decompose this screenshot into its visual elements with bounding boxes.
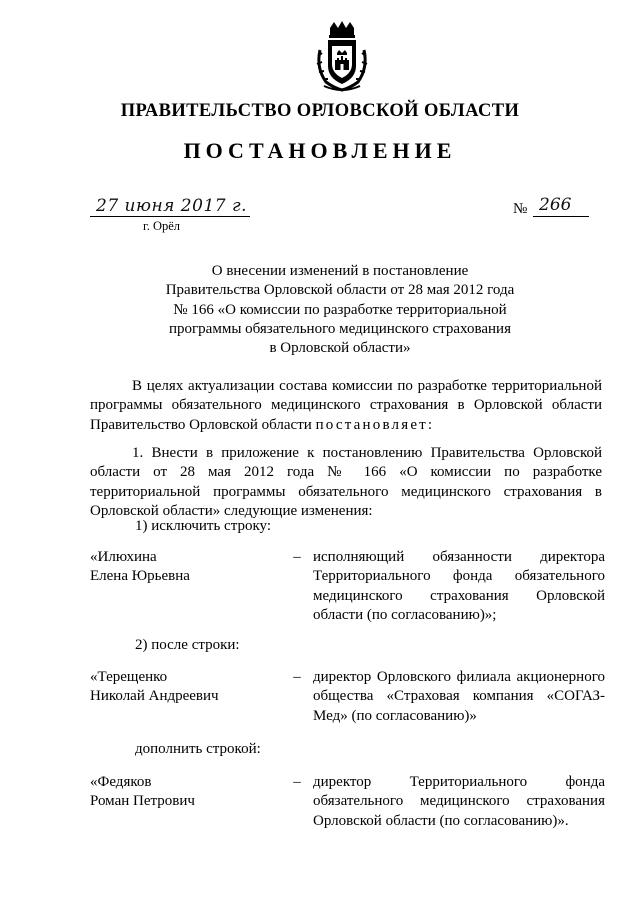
step-1-label: 1) исключить строку: — [135, 518, 271, 534]
dash-separator: – — [293, 774, 301, 790]
document-type-title: ПОСТАНОВЛЕНИЕ — [183, 138, 457, 163]
subject-line: программы обязательного медицинского страхования — [169, 320, 511, 337]
step-3-label: дополнить строкой: — [135, 741, 261, 757]
member-position: директор Орловского филиала акционерного общества «Страховая компания «СОГАЗ-Мед» (по согласованию)» — [313, 669, 605, 724]
item-1-paragraph: 1. Внести в приложение к постановлению Правительства Орловской области от 28 мая 2012 года № 166 «О комиссии по разработке территориальной программы обязательного медицинского страхования в Орловской области» следующие изменения: — [90, 445, 602, 519]
member-name — [90, 773, 280, 812]
subject-line: в Орловской области» — [269, 340, 411, 357]
preamble-action: постановляет: — [315, 416, 435, 433]
document-city: г. Орёл — [143, 219, 181, 233]
dash-separator: – — [293, 669, 301, 685]
member-position: исполняющий обязанности директора Территориального фонда обязательного медицинского страхования Орловской области (по согласованию)»; — [313, 549, 605, 623]
document-subject — [120, 262, 560, 358]
number-underline — [533, 216, 589, 217]
subject-line: Правительства Орловской области от 28 мая 2012 года — [165, 282, 515, 299]
date-underline — [90, 216, 250, 217]
organization-title: ПРАВИТЕЛЬСТВО ОРЛОВСКОЙ ОБЛАСТИ — [120, 101, 520, 121]
member-given-names: Роман Петрович — [90, 793, 195, 810]
subject-line: О внесении изменений в постановление — [211, 263, 469, 279]
dash-separator: – — [293, 549, 301, 565]
step-2-label: 2) после строки: — [135, 637, 240, 653]
subject-line: № 166 «О комиссии по разработке территориальной — [173, 301, 507, 318]
member-name — [90, 668, 280, 707]
member-surname: «Терещенко — [90, 669, 168, 685]
member-given-names: Елена Юрьевна — [90, 568, 190, 585]
document-date: 27 июня 2017 г. — [96, 196, 247, 216]
member-surname: «Илюхина — [90, 549, 157, 565]
oryol-oblast-coat-of-arms-icon — [314, 20, 370, 92]
preamble-text: В целях актуализации состава комиссии по разработке территориальной программы обязательного медицинского страхования в Орловской области Правительство Орловской области — [90, 378, 602, 433]
member-position: директор Территориального фонда обязательного медицинского страхования Орловской области (по согласованию)». — [313, 774, 605, 829]
member-given-names: Николай Андреевич — [90, 688, 219, 705]
member-name — [90, 548, 280, 587]
preamble-paragraph — [90, 377, 602, 435]
document-number: 266 — [539, 195, 572, 215]
number-label: № — [513, 201, 528, 217]
member-surname: «Федяков — [90, 774, 152, 790]
